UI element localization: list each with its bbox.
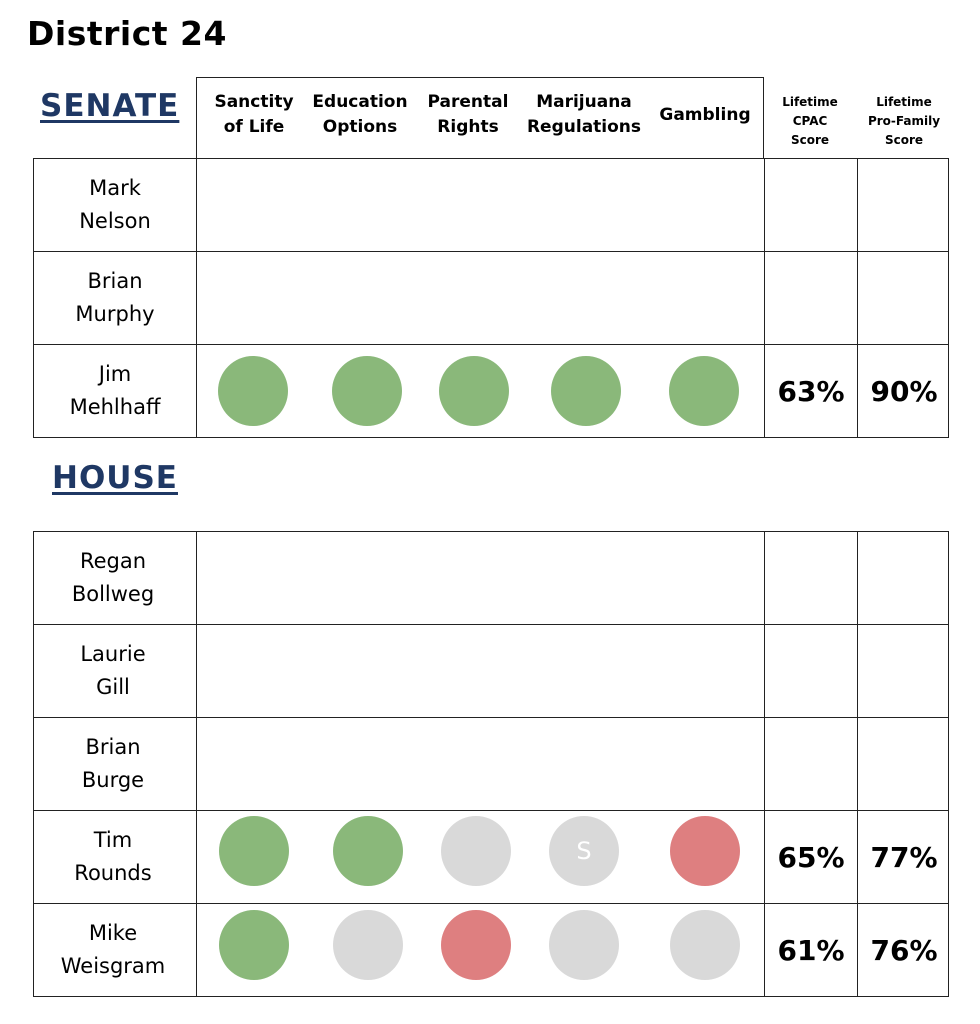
cpac-cell xyxy=(764,531,858,625)
vote-dot-education-options xyxy=(333,816,403,886)
vote-dot-education-options xyxy=(333,910,403,980)
candidate-name: Mark Nelson xyxy=(79,176,151,233)
family-cell xyxy=(857,624,949,718)
pro-family-score: 77% xyxy=(870,840,938,874)
vote-dot-education-options xyxy=(332,356,402,426)
cpac-cell xyxy=(764,624,858,718)
cpac-score: 63% xyxy=(777,374,845,408)
header-cpac-score: Lifetime CPAC Score xyxy=(782,95,838,147)
header-parental-rights: Parental Rights xyxy=(427,92,509,137)
header-pro-family-score: Lifetime Pro-Family Score xyxy=(867,95,941,147)
vote-dot-parental-rights xyxy=(441,910,511,980)
house-heading: HOUSE xyxy=(52,460,178,496)
vote-dot-marijuana-regulations xyxy=(549,910,619,980)
cpac-score: 61% xyxy=(777,933,845,967)
issues-cell xyxy=(196,531,765,625)
issues-cell xyxy=(196,251,765,345)
family-cell xyxy=(857,717,949,811)
vote-dot-sanctity-of-life xyxy=(219,816,289,886)
vote-dot-gambling xyxy=(670,910,740,980)
senate-heading: SENATE xyxy=(40,88,180,124)
issues-cell xyxy=(196,624,765,718)
cpac-cell xyxy=(764,158,858,252)
header-marijuana-regulations: Marijuana Regulations xyxy=(526,92,642,137)
cpac-cell xyxy=(764,717,858,811)
issues-cell xyxy=(196,717,765,811)
candidate-name: Brian Burge xyxy=(81,735,145,792)
issues-cell xyxy=(196,158,765,252)
header-gambling: Gambling xyxy=(659,105,751,125)
vote-dot-marijuana-regulations xyxy=(551,356,621,426)
vote-dot-marijuana-regulations: S xyxy=(549,816,619,886)
vote-dot-gambling xyxy=(669,356,739,426)
family-cell xyxy=(857,531,949,625)
candidate-name: Mike Weisgram xyxy=(60,921,166,978)
cpac-cell xyxy=(764,251,858,345)
pro-family-score: 90% xyxy=(870,374,938,408)
vote-dot-sanctity-of-life xyxy=(219,910,289,980)
vote-dot-sanctity-of-life xyxy=(218,356,288,426)
candidate-name: Laurie Gill xyxy=(80,642,146,699)
vote-dot-parental-rights xyxy=(441,816,511,886)
vote-dot-gambling xyxy=(670,816,740,886)
page-title: District 24 xyxy=(27,14,227,53)
header-education-options: Education Options xyxy=(312,92,408,137)
pro-family-score: 76% xyxy=(870,933,938,967)
candidate-name: Brian Murphy xyxy=(75,269,155,326)
candidate-name: Tim Rounds xyxy=(74,828,152,885)
family-cell xyxy=(857,158,949,252)
candidate-name: Regan Bollweg xyxy=(71,549,155,606)
candidate-name: Jim Mehlhaff xyxy=(69,362,161,419)
cpac-score: 65% xyxy=(777,840,845,874)
vote-dot-parental-rights xyxy=(439,356,509,426)
header-sanctity-of-life: Sanctity of Life xyxy=(214,92,294,137)
family-cell xyxy=(857,251,949,345)
